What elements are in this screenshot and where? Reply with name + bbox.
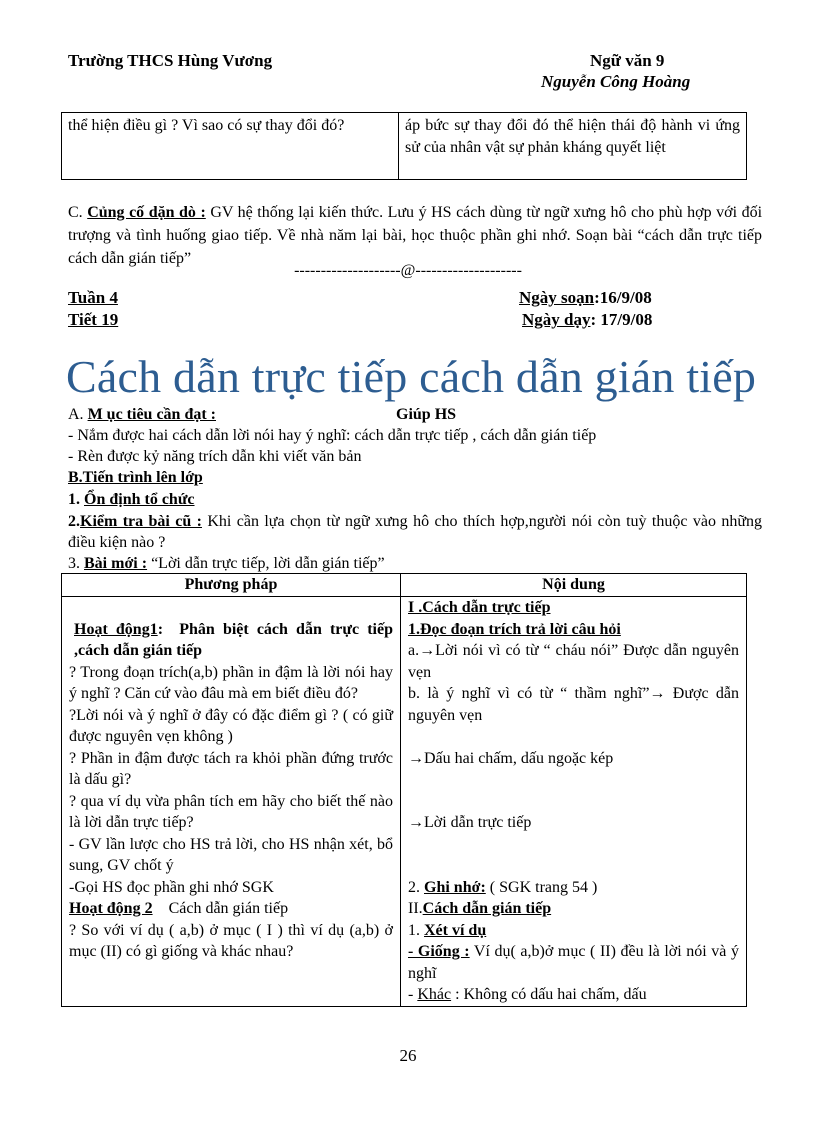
activity-text: Cách dẫn gián tiếp bbox=[168, 900, 289, 917]
prep-date-value: :16/9/08 bbox=[594, 288, 652, 307]
table-cell: áp bức sự thay đổi đó thể hiện thái độ hành vi ứng sử của nhân vật sự phản kháng quyết liệt bbox=[399, 113, 747, 180]
step-label: Bài mới : bbox=[84, 555, 148, 572]
step-3 bbox=[68, 553, 385, 574]
section-prefix: C. bbox=[68, 204, 83, 221]
activity-label: Hoạt động 2 bbox=[69, 900, 153, 917]
section-prefix: A. bbox=[68, 406, 84, 423]
objectives-heading-line bbox=[68, 404, 216, 425]
activity-label: Hoạt động1 bbox=[74, 620, 158, 638]
question: ?Lời nói và ý nghĩ ở đây có đặc điểm gì ? ( có giữ được nguyên vẹn không ) bbox=[69, 706, 393, 745]
difference-text: : Không có dấu hai chấm, dấu bbox=[455, 986, 647, 1003]
period-label: Tiết 19 bbox=[68, 310, 119, 329]
answer: b. là ý nghĩ vì có từ “ thầm nghĩ”→ Được dẫn nguyên vẹn bbox=[408, 685, 739, 724]
continuation-table bbox=[61, 112, 747, 180]
note-line bbox=[408, 877, 739, 899]
prep-date-label: Ngày soạn bbox=[519, 288, 595, 307]
step-number: 2. bbox=[68, 513, 80, 530]
step-text: “Lời dẫn trực tiếp, lời dẫn gián tiếp” bbox=[151, 555, 385, 572]
prep-date bbox=[519, 288, 652, 308]
instruction: - GV lần lược cho HS trả lời, cho HS nhận xét, bổ sung, GV chốt ý bbox=[69, 835, 393, 874]
note-text: ( SGK trang 54 ) bbox=[489, 878, 598, 896]
table-cell: thể hiện điều gì ? Vì sao có sự thay đổi đó? bbox=[62, 113, 399, 180]
subsection-heading: 1.Đọc đoạn trích trả lời câu hỏi bbox=[408, 620, 621, 638]
answer: →Dấu hai chấm, dấu ngoặc kép bbox=[408, 749, 614, 767]
question: ? qua ví dụ vừa phân tích em hãy cho biết thế nào là lời dẫn trực tiếp? bbox=[69, 792, 393, 831]
section-label: Cách dẫn gián tiếp bbox=[422, 900, 552, 917]
teach-date-value: : 17/9/08 bbox=[590, 310, 653, 329]
note-label: Ghi nhớ: bbox=[424, 878, 486, 896]
objectives-help: Giúp HS bbox=[396, 406, 457, 423]
table-row bbox=[62, 113, 747, 180]
step-1 bbox=[68, 489, 195, 510]
subject-name: Ngữ văn 9 bbox=[590, 51, 665, 70]
teach-date-label: Ngày dạy bbox=[522, 310, 591, 329]
answer: →Lời dẫn trực tiếp bbox=[408, 814, 532, 831]
subsection-label: Xét ví dụ bbox=[424, 921, 487, 939]
activity-1: Hoạt động1: Phân biệt cách dẫn trực tiếp ,cách dẫn gián tiếp bbox=[74, 620, 393, 659]
step-label: Ổn định tổ chức bbox=[84, 491, 195, 508]
difference-line: - Khác : Không có dấu hai chấm, dấu bbox=[408, 986, 647, 1003]
step-2 bbox=[68, 511, 762, 553]
question: ? Trong đoạn trích(a,b) phần in đậm là lời nói hay ý nghĩ ? Căn cứ vào đâu mà em biết điều đó? bbox=[69, 663, 393, 702]
step-label: Kiểm tra bài cũ : bbox=[80, 513, 202, 530]
consolidation-heading: Củng cố dặn dò : bbox=[87, 204, 206, 221]
page-number: 26 bbox=[399, 1046, 417, 1065]
consolidation-paragraph bbox=[68, 201, 762, 270]
subsection-heading bbox=[408, 920, 739, 942]
week-label: Tuần 4 bbox=[68, 288, 118, 307]
activity-2 bbox=[69, 898, 393, 920]
difference-label: Khác bbox=[417, 986, 452, 1003]
question: ? Phần in đậm được tách ra khỏi phần đứng trước là dấu gì? bbox=[69, 749, 393, 788]
step-text: Khi cần lựa chọn từ ngữ xưng hô cho thích hợp,người nói còn tuỳ thuộc vào những điều kiện nào ? bbox=[68, 513, 763, 551]
lesson-title: Cách dẫn trực tiếp cách dẫn gián tiếp bbox=[66, 351, 757, 402]
similarity-label: - Giống : bbox=[408, 943, 470, 960]
column-header-method: Phương pháp bbox=[62, 574, 401, 597]
teach-date bbox=[522, 310, 652, 330]
author-name: Nguyễn Công Hoàng bbox=[541, 72, 691, 91]
table-header-row bbox=[62, 574, 747, 597]
section-number: II. bbox=[408, 900, 423, 917]
note-number: 2. bbox=[408, 878, 420, 896]
consolidation-text: GV hệ thống lại kiến thức. Lưu ý HS cách dùng từ ngữ xưng hô cho phù hợp với đối trượng và tình huống giao tiếp. Về nhà năm lại bài, học thuộc phần ghi nhớ. Soạn bài “cách dẫn trực tiếp cách dẫn gián tiếp” bbox=[68, 204, 763, 267]
step-number: 1. bbox=[68, 491, 80, 508]
separator: --------------------@-------------------- bbox=[294, 262, 522, 279]
activity-text: Phân biệt cách dẫn trực tiếp ,cách dẫn gián tiếp bbox=[74, 620, 393, 659]
objective-line-1: - Nắm được hai cách dẫn lời nói hay ý nghĩ: cách dẫn trực tiếp , cách dẫn gián tiếp bbox=[68, 427, 597, 444]
school-name: Trường THCS Hùng Vương bbox=[68, 51, 273, 70]
instruction: -Gọi HS đọc phần ghi nhớ SGK bbox=[69, 878, 274, 896]
section-heading-text: I .Cách dẫn trực tiếp bbox=[408, 599, 551, 616]
objective-line-2: - Rèn được kỷ năng trích dẫn khi viết văn bản bbox=[68, 448, 362, 465]
section-heading bbox=[408, 898, 739, 920]
lesson-table bbox=[61, 573, 747, 1007]
content-column bbox=[401, 597, 747, 1007]
section-heading bbox=[408, 597, 739, 619]
step-number: 3. bbox=[68, 555, 80, 572]
process-heading: B.Tiến trình lên lớp bbox=[68, 469, 203, 486]
subsection-number: 1. bbox=[408, 921, 420, 939]
column-header-content: Nội dung bbox=[401, 574, 747, 597]
similarity-text: Ví dụ( a,b)ở mục ( II) đều là lời nói và ý nghĩ bbox=[408, 943, 739, 982]
answer: a.→Lời nói vì có từ “ cháu nói” Được dẫn nguyên vẹn bbox=[408, 642, 739, 681]
question: ? So với ví dụ ( a,b) ở mục ( I ) thì ví dụ (a,b) ở mục (II) có gì giống và khác nhau? bbox=[69, 921, 393, 960]
objectives-heading: M ục tiêu cần đạt : bbox=[87, 406, 216, 423]
similarity-line bbox=[408, 941, 739, 984]
method-column bbox=[62, 597, 401, 1007]
table-row bbox=[62, 597, 747, 1007]
